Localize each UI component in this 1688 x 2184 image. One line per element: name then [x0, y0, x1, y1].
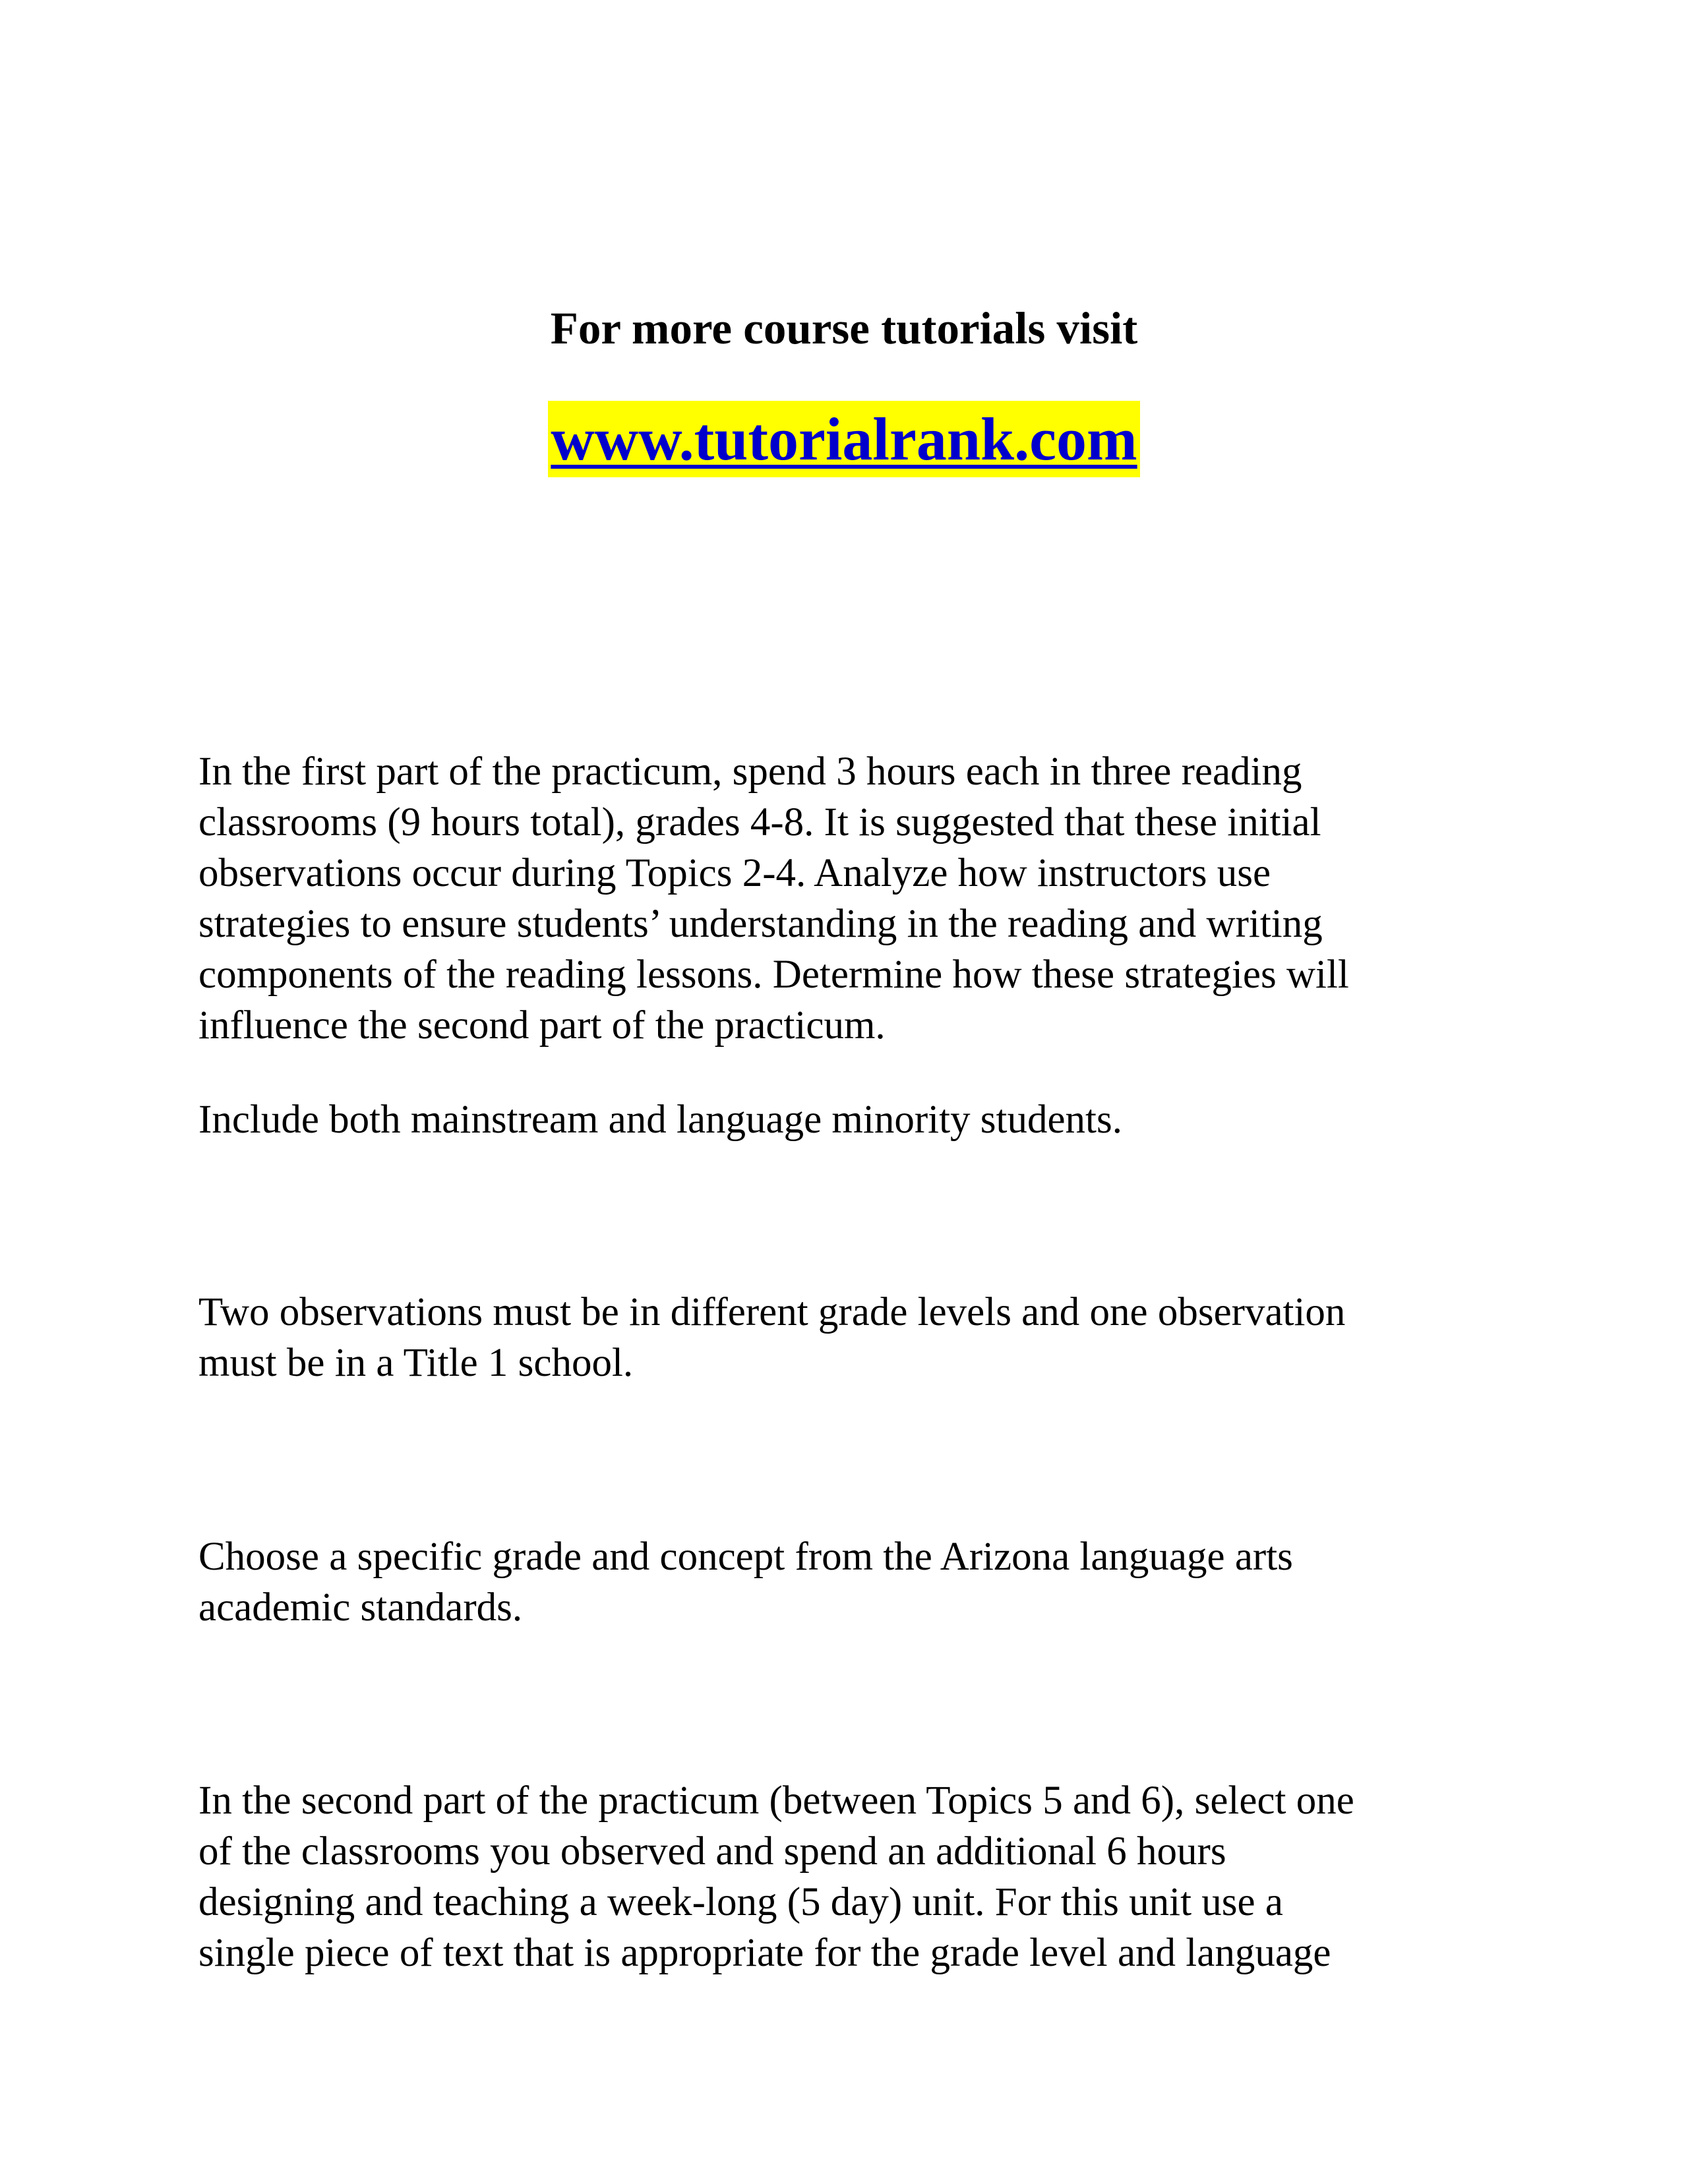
- paragraph-line: In the second part of the practicum (between Topics 5 and 6), select one: [198, 1779, 1354, 1823]
- paragraph-line: Choose a specific grade and concept from the Arizona language arts: [198, 1535, 1293, 1579]
- paragraph-line: components of the reading lessons. Determine how these strategies will: [198, 953, 1349, 997]
- paragraph-line: influence the second part of the practicum.: [198, 1003, 886, 1048]
- paragraph-line: Include both mainstream and language minority students.: [198, 1098, 1122, 1142]
- paragraph-line: designing and teaching a week-long (5 day) unit. For this unit use a: [198, 1880, 1283, 1924]
- paragraph-line: must be in a Title 1 school.: [198, 1341, 634, 1385]
- paragraph-line: In the first part of the practicum, spend 3 hours each in three reading: [198, 750, 1302, 794]
- paragraph-line: strategies to ensure students’ understanding in the reading and writing: [198, 902, 1323, 946]
- observations-paragraph: [198, 1287, 1517, 1388]
- students-paragraph: [198, 1094, 1517, 1145]
- paragraph-line: of the classrooms you observed and spend an additional 6 hours: [198, 1829, 1226, 1874]
- paragraph-line: academic standards.: [198, 1585, 523, 1630]
- promo-link-container: [0, 401, 1688, 477]
- practicum-part-two-paragraph: [198, 1775, 1517, 1978]
- promo-heading: For more course tutorials visit: [550, 303, 1138, 353]
- paragraph-line: single piece of text that is appropriate for the grade level and language: [198, 1931, 1331, 1975]
- practicum-part-one-paragraph: [198, 746, 1517, 1051]
- standards-paragraph: [198, 1531, 1517, 1633]
- tutorialrank-link[interactable]: www.tutorialrank.com: [548, 401, 1139, 477]
- paragraph-line: classrooms (9 hours total), grades 4-8. It is suggested that these initial: [198, 800, 1321, 844]
- paragraph-line: Two observations must be in different grade levels and one observation: [198, 1290, 1346, 1334]
- paragraph-line: observations occur during Topics 2-4. Analyze how instructors use: [198, 851, 1271, 895]
